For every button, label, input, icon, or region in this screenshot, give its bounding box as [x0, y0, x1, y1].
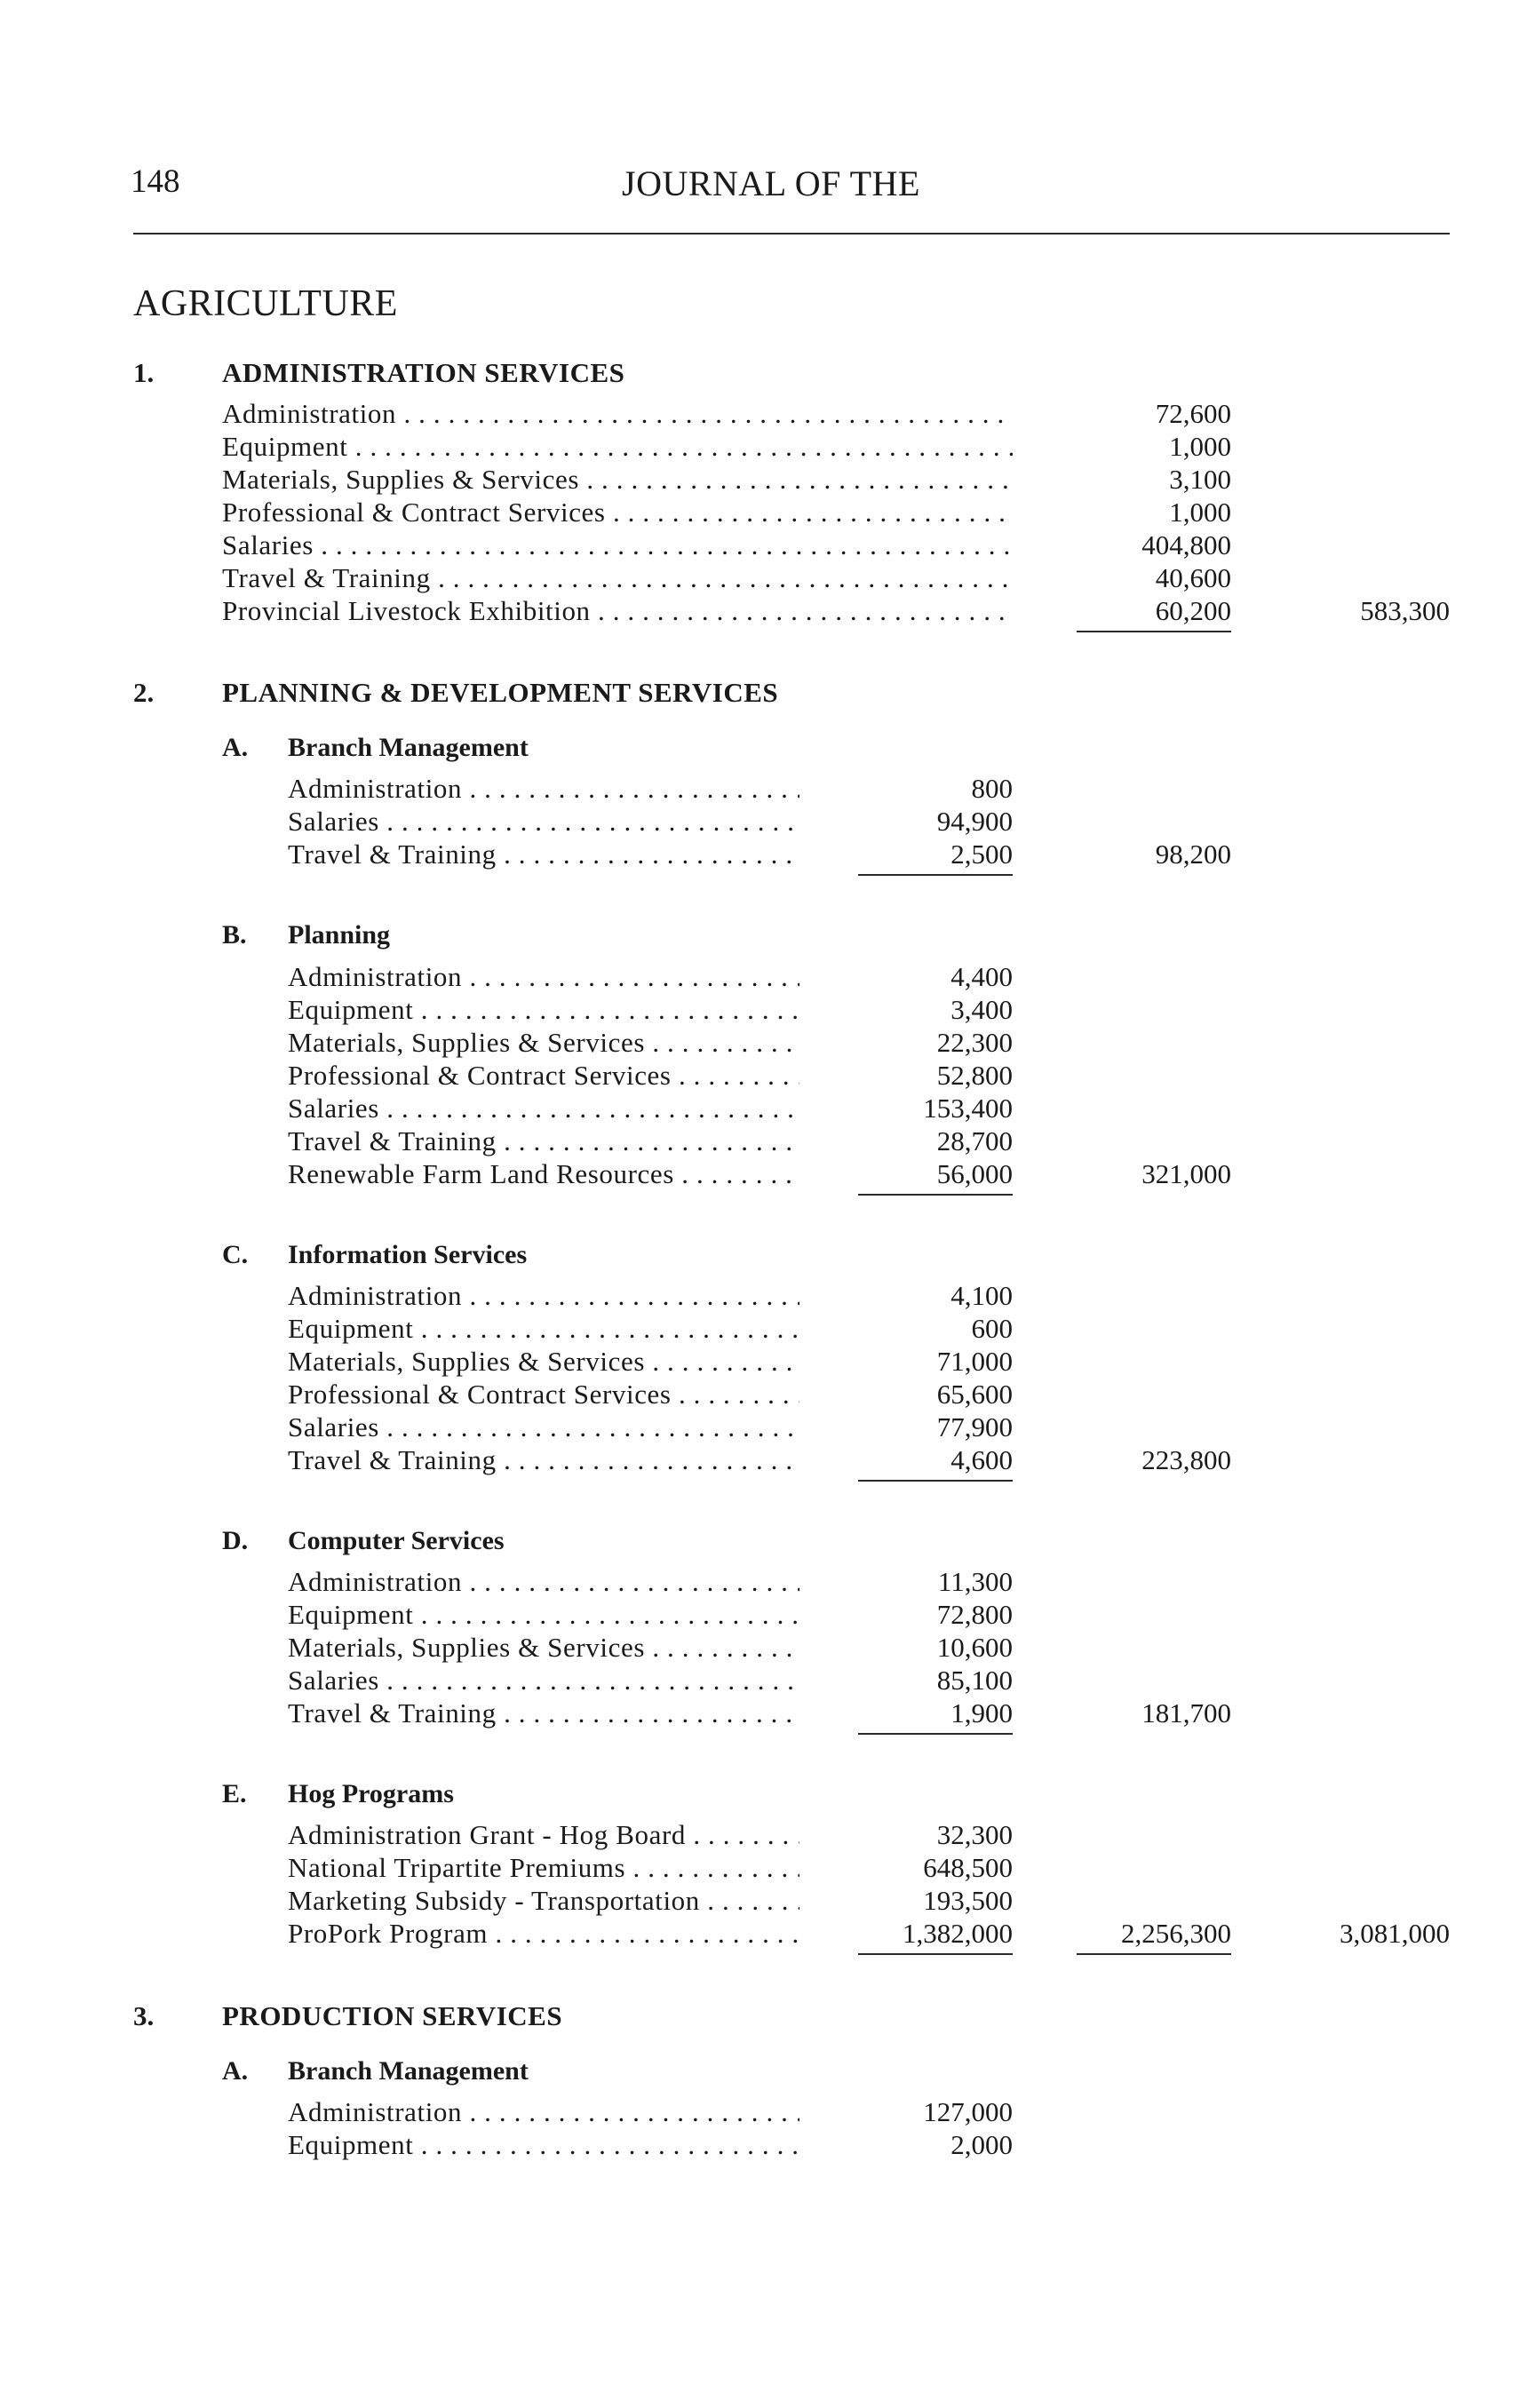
line-item-label: Professional & Contract Services . . .: [288, 1379, 799, 1411]
item-amount: 77,900: [936, 1411, 1013, 1442]
item-amount: 4,600: [950, 1444, 1013, 1475]
line-item-row: [0, 1313, 1527, 1347]
total-amount: 583,300: [1360, 595, 1450, 626]
subtotal-rule: [858, 1733, 1013, 1735]
item-amount: 800: [971, 773, 1013, 804]
item-amount: 32,300: [936, 1819, 1013, 1850]
item-amount: 22,300: [936, 1027, 1013, 1058]
subsection-letter: E.: [222, 1779, 247, 1808]
subsection-letter: A.: [222, 2056, 249, 2086]
line-item-label: Travel & Training . . .: [288, 1444, 799, 1476]
line-item-label: Administration . . .: [288, 1566, 799, 1598]
line-item-label: Equipment . . .: [288, 2129, 799, 2161]
item-amount: 1,000: [1169, 431, 1231, 462]
line-item-label: Materials, Supplies & Services . . .: [222, 464, 1013, 496]
line-item-row: [0, 838, 1527, 872]
line-item-row: [0, 1632, 1527, 1665]
item-amount: 2,500: [950, 838, 1013, 870]
subtotal-amount: 223,800: [1141, 1444, 1231, 1475]
subsection-letter: C.: [222, 1240, 249, 1269]
header-rule: [133, 233, 1450, 234]
subsection-heading: Information Services: [288, 1240, 528, 1269]
section-heading-row: [0, 2000, 1527, 2034]
line-item-row: [0, 1158, 1527, 1192]
item-amount: 127,000: [923, 2096, 1013, 2127]
line-item-row: [0, 1665, 1527, 1698]
subtotal-amount: 321,000: [1141, 1158, 1231, 1189]
line-item-row: [0, 1060, 1527, 1093]
line-item-row: [0, 529, 1527, 563]
item-amount: 60,200: [1155, 595, 1231, 626]
line-item-label: Professional & Contract Services . . .: [222, 497, 1013, 528]
line-item-row: [0, 1093, 1527, 1126]
item-amount: 1,900: [950, 1697, 1013, 1729]
section-heading-row: [0, 677, 1527, 711]
line-item-label: Marketing Subsidy - Transportation . . .: [288, 1885, 799, 1917]
line-item-label: Provincial Livestock Exhibition . . .: [222, 595, 1013, 627]
line-item-row: [0, 497, 1527, 530]
item-amount: 1,000: [1169, 497, 1231, 528]
line-item-label: Materials, Supplies & Services . . .: [288, 1632, 799, 1664]
subsection-heading-row: [0, 920, 1527, 954]
item-amount: 153,400: [923, 1093, 1013, 1124]
line-item-label: Salaries . . .: [288, 1411, 799, 1443]
page-number: 148: [131, 163, 180, 200]
line-item-row: [0, 806, 1527, 839]
section-heading: PLANNING & DEVELOPMENT SERVICES: [222, 677, 779, 708]
subsection-heading-row: [0, 1526, 1527, 1560]
line-item-row: [0, 1411, 1527, 1445]
line-item-label: Administration Grant - Hog Board . . .: [288, 1819, 799, 1851]
line-item-label: Administration . . .: [222, 398, 1013, 430]
line-item-label: Equipment . . .: [222, 431, 1013, 463]
line-item-row: [0, 1125, 1527, 1159]
line-item-label: Equipment . . .: [288, 1313, 799, 1345]
line-item-label: Materials, Supplies & Services . . .: [288, 1027, 799, 1059]
item-amount: 4,100: [950, 1280, 1013, 1311]
line-item-label: Materials, Supplies & Services . . .: [288, 1346, 799, 1378]
section-title: AGRICULTURE: [133, 283, 398, 324]
item-amount: 94,900: [936, 806, 1013, 837]
subtotal-rule: [1077, 631, 1231, 632]
line-item-row: [0, 431, 1527, 465]
item-amount: 40,600: [1155, 562, 1231, 593]
line-item-row: [0, 464, 1527, 497]
subsection-heading: Branch Management: [288, 2056, 529, 2086]
section-number: 3.: [133, 2000, 155, 2031]
section-number: 1.: [133, 357, 155, 388]
section-number: 2.: [133, 677, 155, 708]
line-item-row: [0, 2129, 1527, 2163]
subsection-heading-row: [0, 2056, 1527, 2090]
line-item-label: Administration . . .: [288, 2096, 799, 2128]
line-item-row: [0, 1444, 1527, 1478]
subtotal-amount: 98,200: [1155, 838, 1231, 870]
subsection-heading: Hog Programs: [288, 1779, 454, 1808]
total-amount: 3,081,000: [1340, 1918, 1450, 1949]
item-amount: 193,500: [923, 1885, 1013, 1916]
subsection-heading: Computer Services: [288, 1526, 505, 1555]
line-item-label: Travel & Training . . .: [288, 838, 799, 870]
line-item-label: Salaries . . .: [288, 1665, 799, 1697]
item-amount: 56,000: [936, 1158, 1013, 1189]
line-item-row: [0, 1819, 1527, 1853]
subsection-letter: B.: [222, 920, 247, 950]
subsection-heading-row: [0, 1240, 1527, 1274]
line-item-label: Equipment . . .: [288, 1599, 799, 1631]
line-item-row: [0, 1280, 1527, 1314]
item-amount: 52,800: [936, 1060, 1013, 1091]
line-item-label: Administration . . .: [288, 773, 799, 805]
line-item-label: Salaries . . .: [288, 1093, 799, 1125]
item-amount: 72,800: [936, 1599, 1013, 1630]
line-item-row: [0, 2096, 1527, 2130]
line-item-row: [0, 1885, 1527, 1919]
subsection-heading-row: [0, 1779, 1527, 1813]
line-item-row: [0, 961, 1527, 995]
subsection-letter: D.: [222, 1526, 249, 1555]
item-amount: 648,500: [923, 1852, 1013, 1883]
line-item-label: Administration . . .: [288, 961, 799, 993]
line-item-row: [0, 398, 1527, 432]
line-item-row: [0, 595, 1527, 629]
item-amount: 10,600: [936, 1632, 1013, 1663]
item-amount: 85,100: [936, 1665, 1013, 1696]
line-item-row: [0, 1346, 1527, 1379]
subtotal-rule: [1077, 1953, 1231, 1955]
subtotal-rule: [858, 1480, 1013, 1482]
line-item-label: Travel & Training . . .: [288, 1125, 799, 1157]
item-amount: 3,400: [950, 994, 1013, 1025]
section-heading-row: [0, 357, 1527, 391]
subsection-letter: A.: [222, 733, 249, 762]
line-item-row: [0, 1379, 1527, 1412]
line-item-label: Travel & Training . . .: [288, 1697, 799, 1729]
section-heading: PRODUCTION SERVICES: [222, 2000, 563, 2031]
subsection-heading: Branch Management: [288, 733, 529, 762]
section-heading: ADMINISTRATION SERVICES: [222, 357, 625, 388]
line-item-row: [0, 1027, 1527, 1061]
subsection-heading-row: [0, 733, 1527, 767]
item-amount: 1,382,000: [903, 1918, 1013, 1949]
item-amount: 65,600: [936, 1379, 1013, 1410]
item-amount: 72,600: [1155, 398, 1231, 429]
subtotal-rule: [858, 1194, 1013, 1196]
line-item-label: Renewable Farm Land Resources . . .: [288, 1158, 799, 1190]
line-item-label: Travel & Training . . .: [222, 562, 1013, 594]
line-item-row: [0, 1697, 1527, 1731]
item-amount: 3,100: [1169, 464, 1231, 495]
line-item-label: ProPork Program . . .: [288, 1918, 799, 1950]
line-item-row: [0, 1566, 1527, 1600]
subtotal-rule: [858, 874, 1013, 876]
line-item-label: Salaries . . .: [222, 529, 1013, 561]
subtotal-amount: 181,700: [1141, 1697, 1231, 1729]
line-item-row: [0, 562, 1527, 596]
item-amount: 4,400: [950, 961, 1013, 992]
line-item-label: Administration . . .: [288, 1280, 799, 1312]
item-amount: 600: [971, 1313, 1013, 1344]
subsection-heading: Planning: [288, 920, 391, 950]
item-amount: 2,000: [950, 2129, 1013, 2160]
line-item-label: National Tripartite Premiums . . .: [288, 1852, 799, 1884]
line-item-row: [0, 773, 1527, 807]
line-item-label: Equipment . . .: [288, 994, 799, 1026]
line-item-row: [0, 1918, 1527, 1951]
item-amount: 404,800: [1141, 529, 1231, 560]
line-item-label: Salaries . . .: [288, 806, 799, 838]
running-head: JOURNAL OF THE: [622, 163, 920, 203]
subtotal-amount: 2,256,300: [1121, 1918, 1231, 1949]
item-amount: 28,700: [936, 1125, 1013, 1156]
line-item-row: [0, 1599, 1527, 1633]
line-item-row: [0, 994, 1527, 1028]
item-amount: 71,000: [936, 1346, 1013, 1377]
line-item-row: [0, 1852, 1527, 1886]
line-item-label: Professional & Contract Services . . .: [288, 1060, 799, 1092]
item-amount: 11,300: [937, 1566, 1013, 1597]
subtotal-rule: [858, 1953, 1013, 1955]
